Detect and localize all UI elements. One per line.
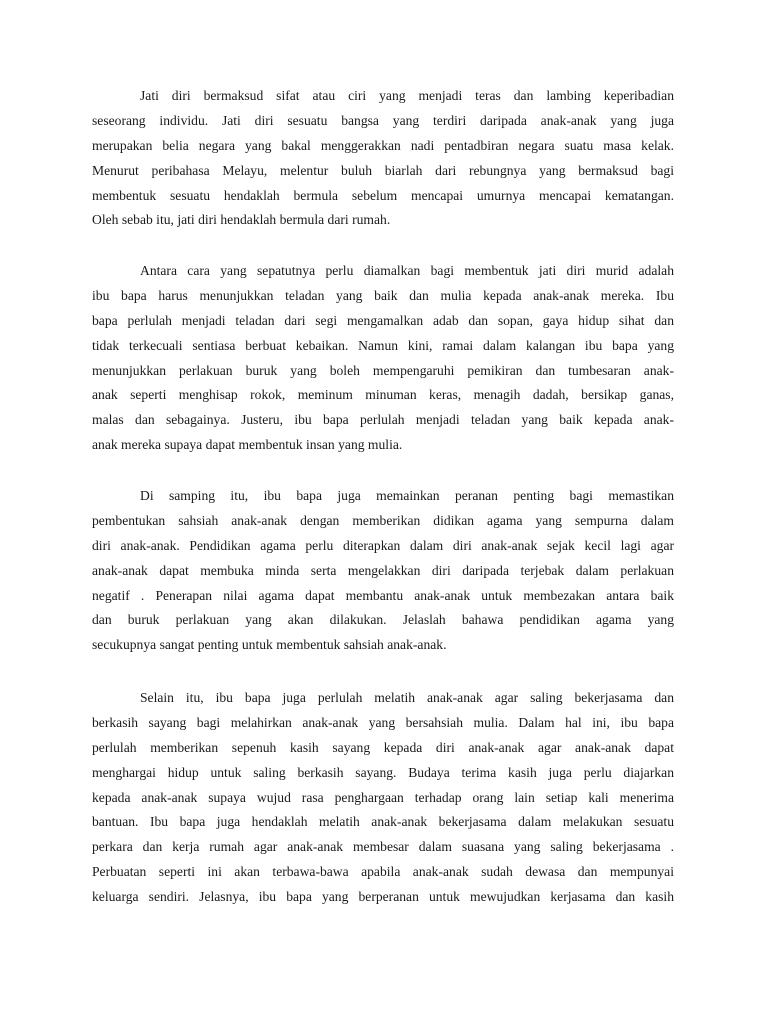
text-line: perkara dan kerja rumah agar anak-anak membesar dalam suasana yang saling bekerjasama . bbox=[92, 839, 674, 855]
text-line: tidak terkecuali sentiasa berbuat kebaikan. Namun kini, ramai dalam kalangan ibu bapa yang bbox=[92, 337, 674, 353]
text-line: anak-anak dapat membuka minda serta mengelakkan diri daripada terjebak dalam perlakuan bbox=[92, 562, 674, 578]
text-line: malas dan sebagainya. Justeru, ibu bapa perlulah menjadi teladan yang baik kepada anak- bbox=[92, 412, 674, 428]
text-line: dan buruk perlakuan yang akan dilakukan. Jelaslah bahawa pendidikan agama yang bbox=[92, 612, 674, 628]
text-line: negatif . Penerapan nilai agama dapat membantu anak-anak untuk membezakan antara baik bbox=[92, 587, 674, 603]
text-line: merupakan belia negara yang bakal menggerakkan nadi pentadbiran negara suatu masa kelak. bbox=[92, 137, 674, 153]
text-line: secukupnya sangat penting untuk membentuk sahsiah anak-anak. bbox=[92, 637, 447, 653]
text-line: bapa perlulah menjadi teladan dari segi mengamalkan adab dan sopan, gaya hidup sihat dan bbox=[92, 312, 674, 328]
text-line: anak seperti menghisap rokok, meminum minuman keras, menagih dadah, bersikap ganas, bbox=[92, 387, 674, 403]
text-line: pembentukan sahsiah anak-anak dengan memberikan didikan agama yang sempurna dalam bbox=[92, 512, 674, 528]
text-line: Jati diri bermaksud sifat atau ciri yang menjadi teras dan lambing keperibadian bbox=[140, 88, 674, 103]
text-line: diri anak-anak. Pendidikan agama perlu diterapkan dalam diri anak-anak sejak kecil lagi agar bbox=[92, 537, 674, 553]
text-line: seseorang individu. Jati diri sesuatu bangsa yang terdiri daripada anak-anak yang juga bbox=[92, 112, 674, 128]
paragraph-4 bbox=[92, 686, 674, 910]
text-line: menghargai hidup untuk saling berkasih sayang. Budaya terima kasih juga perlu diajarkan bbox=[92, 764, 674, 780]
paragraph-1 bbox=[92, 84, 674, 233]
text-line: menunjukkan perlakuan buruk yang boleh mempengaruhi pemikiran dan tumbesaran anak- bbox=[92, 362, 674, 378]
text-line: ibu bapa harus menunjukkan teladan yang baik dan mulia kepada anak-anak mereka. Ibu bbox=[92, 287, 674, 303]
text-line: Oleh sebab itu, jati diri hendaklah bermula dari rumah. bbox=[92, 212, 391, 228]
text-line: membentuk sesuatu hendaklah bermula sebelum mencapai umurnya mencapai kematangan. bbox=[92, 187, 674, 203]
paragraph-3 bbox=[92, 484, 674, 658]
text-line: Selain itu, ibu bapa juga perlulah melatih anak-anak agar saling bekerjasama dan bbox=[140, 690, 674, 705]
text-line: Di samping itu, ibu bapa juga memainkan peranan penting bagi memastikan bbox=[140, 488, 674, 503]
text-line: Menurut peribahasa Melayu, melentur buluh biarlah dari rebungnya yang bermaksud bagi bbox=[92, 162, 674, 178]
text-line: keluarga sendiri. Jelasnya, ibu bapa yang berperanan untuk mewujudkan kerjasama dan kasih bbox=[92, 889, 674, 905]
text-line: bantuan. Ibu bapa juga hendaklah melatih anak-anak bekerjasama dalam melakukan sesuatu bbox=[92, 814, 674, 830]
text-line: Perbuatan seperti ini akan terbawa-bawa apabila anak-anak sudah dewasa dan mempunyai bbox=[92, 864, 674, 880]
text-line: berkasih sayang bagi melahirkan anak-anak yang bersahsiah mulia. Dalam hal ini, ibu bapa bbox=[92, 714, 674, 730]
text-line: perlulah memberikan sepenuh kasih sayang kepada diri anak-anak agar anak-anak dapat bbox=[92, 739, 674, 755]
paragraph-2 bbox=[92, 259, 674, 458]
text-line: anak mereka supaya dapat membentuk insan yang mulia. bbox=[92, 437, 403, 453]
text-line: kepada anak-anak supaya wujud rasa penghargaan terhadap orang lain setiap kali menerima bbox=[92, 789, 674, 805]
text-line: Antara cara yang sepatutnya perlu diamalkan bagi membentuk jati diri murid adalah bbox=[140, 263, 674, 278]
